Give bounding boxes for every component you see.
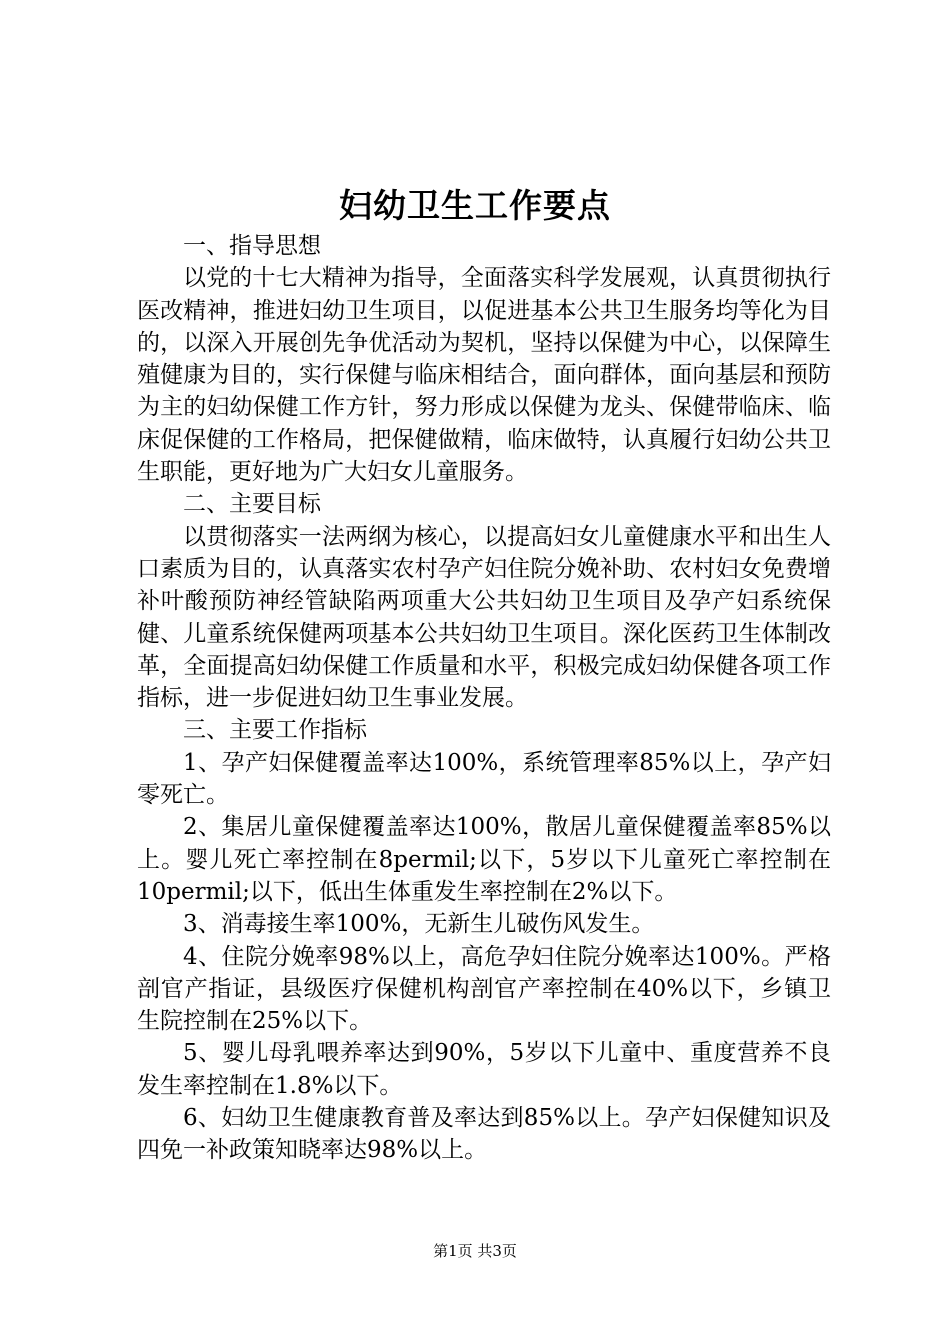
indicator-item-2: 2、集居儿童保健覆盖率达100%，散居儿童保健覆盖率85%以上。婴儿死亡率控制在8permil;以下，5岁以下儿童死亡率控制在10permil;以下，低出生体重发生率控制在2%以下。 <box>137 814 831 905</box>
section-heading-work-indicators: 三、主要工作指标 <box>183 717 367 744</box>
indicator-item-5: 5、婴儿母乳喂养率达到90%，5岁以下儿童中、重度营养不良发生率控制在1.8%以下。 <box>137 1040 831 1099</box>
document-body <box>137 230 831 1167</box>
paragraph-guiding-ideology: 以党的十七大精神为指导，全面落实科学发展观，认真贯彻执行医改精神，推进妇幼卫生项目，以促进基本公共卫生服务均等化为目的，以深入开展创先争优活动为契机，坚持以保健为中心，以保障生殖健康为目的，实行保健与临床相结合，面向群体，面向基层和预防为主的妇幼保健工作方针，努力形成以保健为龙头、保健带临床、临床促保健的工作格局，把保健做精，临床做特，认真履行妇幼公共卫生职能，更好地为广大妇女儿童服务。 <box>137 265 831 486</box>
indicator-item-4: 4、住院分娩率98%以上，高危孕妇住院分娩率达100%。严格剖官产指证，县级医疗保健机构剖官产率控制在40%以下，乡镇卫生院控制在25%以下。 <box>137 943 831 1035</box>
indicator-item-1: 1、孕产妇保健覆盖率达100%，系统管理率85%以上，孕产妇零死亡。 <box>137 749 831 809</box>
indicator-item-6: 6、妇幼卫生健康教育普及率达到85%以上。孕产妇保健知识及四免一补政策知晓率达98%以上。 <box>137 1105 831 1164</box>
section-heading-guiding-ideology: 一、指导思想 <box>183 233 321 259</box>
page-number-footer: 第1页 共3页 <box>433 1242 517 1260</box>
paragraph-main-goals: 以贯彻落实一法两纲为核心，以提高妇女儿童健康水平和出生人口素质为目的，认真落实农村孕产妇住院分娩补助、农村妇女免费增补叶酸预防神经管缺陷两项重大公共妇幼卫生项目及孕产妇系统保健、儿童系统保健两项基本公共妇幼卫生项目。深化医药卫生体制改革，全面提高妇幼保健工作质量和水平，积极完成妇幼保健各项工作指标，进一步促进妇幼卫生事业发展。 <box>137 523 831 712</box>
indicator-item-3: 3、消毒接生率100%，无新生儿破伤风发生。 <box>183 911 655 938</box>
document-title: 妇幼卫生工作要点 <box>339 186 611 225</box>
section-heading-main-goals: 二、主要目标 <box>183 491 321 518</box>
